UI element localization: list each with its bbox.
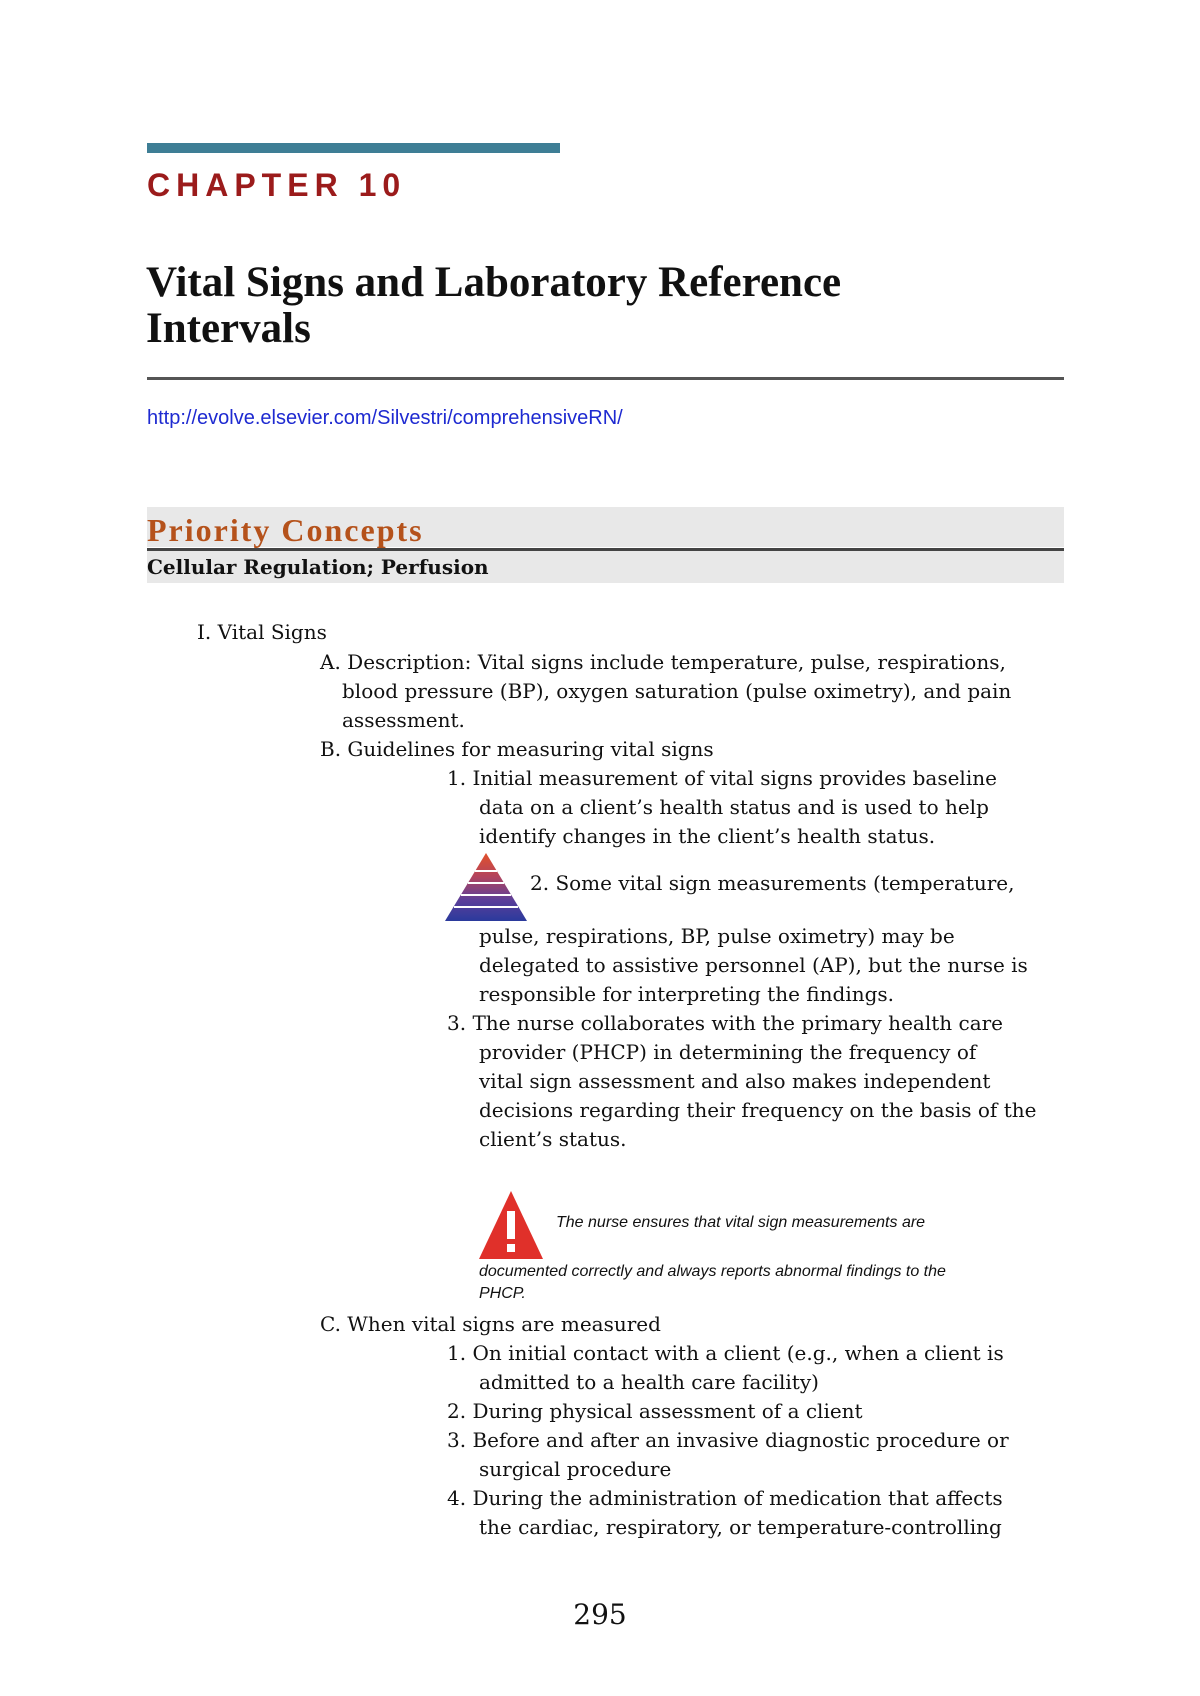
- title-line-2: Intervals: [146, 305, 311, 352]
- outline-A-line-2: blood pressure (BP), oxygen saturation (pulse oximetry), and pain: [342, 679, 1012, 703]
- alert-note-line-2: documented correctly and always reports abnormal findings to the: [479, 1263, 946, 1280]
- outline-B-2-line-1: 2. Some vital sign measurements (temperature,: [530, 871, 1015, 895]
- outline-C-4-line-2: the cardiac, respiratory, or temperature-controlling: [479, 1515, 1002, 1539]
- outline-C-3-line-2: surgical procedure: [479, 1457, 672, 1481]
- outline-C-heading: C. When vital signs are measured: [320, 1312, 661, 1336]
- outline-B-2-line-4: responsible for interpreting the findings.: [479, 982, 895, 1006]
- warning-triangle-icon: [479, 1191, 543, 1259]
- outline-B-3-line-5: client’s status.: [479, 1127, 627, 1151]
- priority-concepts-heading: Priority Concepts: [147, 512, 424, 548]
- outline-B-2-line-3: delegated to assistive personnel (AP), but the nurse is: [479, 953, 1028, 977]
- outline-B-1-line-3: identify changes in the client’s health status.: [479, 824, 936, 848]
- priority-concepts-list: Cellular Regulation; Perfusion: [147, 555, 489, 579]
- delegation-pyramid-icon: [445, 853, 527, 921]
- page-title: [146, 260, 1046, 352]
- page-number: 295: [573, 1598, 627, 1631]
- title-line-1: Vital Signs and Laboratory Reference: [146, 259, 842, 306]
- outline-C-4-line-1: 4. During the administration of medication that affects: [447, 1486, 1003, 1510]
- outline-A-line-1: A. Description: Vital signs include temperature, pulse, respirations,: [320, 650, 1006, 674]
- outline-B-3-line-1: 3. The nurse collaborates with the primary health care: [447, 1011, 1004, 1035]
- outline-C-3-line-1: 3. Before and after an invasive diagnostic procedure or: [447, 1428, 1009, 1452]
- outline-B-3-line-2: provider (PHCP) in determining the frequency of: [479, 1040, 977, 1064]
- section-vital-signs: I. Vital Signs: [197, 620, 327, 644]
- title-divider: [147, 377, 1064, 380]
- outline-B-1-line-1: 1. Initial measurement of vital signs provides baseline: [447, 766, 997, 790]
- chapter-label: CHAPTER 10: [147, 167, 407, 203]
- alert-note-line-3: PHCP.: [479, 1285, 526, 1302]
- outline-A-line-3: assessment.: [342, 708, 465, 732]
- evolve-link[interactable]: http://evolve.elsevier.com/Silvestri/comprehensiveRN/: [147, 407, 623, 429]
- outline-B-heading: B. Guidelines for measuring vital signs: [320, 737, 714, 761]
- alert-note-line-1: The nurse ensures that vital sign measurements are: [556, 1214, 926, 1231]
- outline-B-3-line-3: vital sign assessment and also makes independent: [479, 1069, 991, 1093]
- outline-B-2-line-2: pulse, respirations, BP, pulse oximetry) may be: [479, 924, 955, 948]
- outline-C-2: 2. During physical assessment of a client: [447, 1399, 863, 1423]
- outline-B-1-line-2: data on a client’s health status and is used to help: [479, 795, 989, 819]
- outline-C-1-line-1: 1. On initial contact with a client (e.g., when a client is: [447, 1341, 1004, 1365]
- outline-C-1-line-2: admitted to a health care facility): [479, 1370, 819, 1394]
- chapter-accent-bar: [147, 143, 560, 153]
- outline-B-3-line-4: decisions regarding their frequency on the basis of the: [479, 1098, 1037, 1122]
